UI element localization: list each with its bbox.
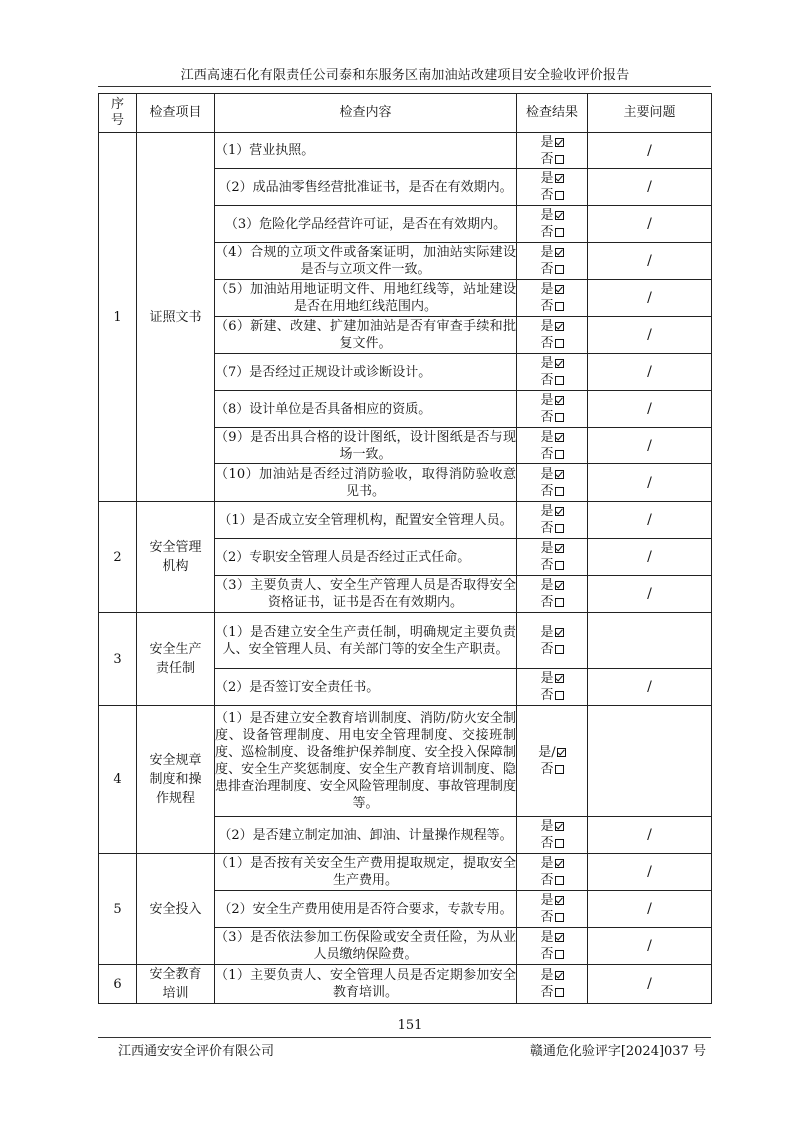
check-content: （1）是否按有关安全生产费用提取规定，提取安全生产费用。 bbox=[215, 854, 517, 891]
main-issue: / bbox=[588, 576, 712, 613]
check-result bbox=[517, 428, 588, 464]
row-seq-number: 6 bbox=[99, 965, 137, 1004]
empty-checkbox-icon bbox=[555, 413, 564, 422]
row-seq-number: 1 bbox=[99, 133, 137, 502]
safety-check-table bbox=[98, 93, 712, 1004]
check-result bbox=[517, 169, 588, 206]
result-yes-label: 是 bbox=[540, 208, 554, 223]
checked-checkbox-icon bbox=[555, 822, 564, 831]
main-issue: / bbox=[588, 317, 712, 354]
table-row bbox=[99, 854, 712, 891]
check-content: （2）安全生产费用使用是否符合要求，专款专用。 bbox=[215, 891, 517, 928]
empty-checkbox-icon bbox=[555, 487, 564, 496]
empty-checkbox-icon bbox=[555, 598, 564, 607]
empty-checkbox-icon bbox=[555, 376, 564, 385]
empty-checkbox-icon bbox=[555, 765, 564, 774]
check-result bbox=[517, 391, 588, 428]
main-issue: / bbox=[588, 928, 712, 965]
checked-checkbox-icon bbox=[555, 581, 564, 590]
main-issue bbox=[588, 613, 712, 669]
check-item-name: 证照文书 bbox=[137, 133, 215, 502]
empty-checkbox-icon bbox=[555, 876, 564, 885]
check-content: （5）加油站用地证明文件、用地红线等，站址建设是否在用地红线范围内。 bbox=[215, 280, 517, 317]
col-header-seq: 序号 bbox=[99, 94, 137, 133]
check-content: （7）是否经过正规设计或诊断设计。 bbox=[215, 354, 517, 391]
check-content: （10）加油站是否经过消防验收，取得消防验收意见书。 bbox=[215, 464, 517, 502]
empty-checkbox-icon bbox=[555, 302, 564, 311]
col-header-result: 检查结果 bbox=[517, 94, 588, 133]
result-yes-label: 是 bbox=[540, 504, 554, 519]
result-no-label: 否 bbox=[540, 595, 554, 610]
check-content: （3）主要负责人、安全生产管理人员是否取得安全资格证书，证书是否在有效期内。 bbox=[215, 576, 517, 613]
check-result bbox=[517, 354, 588, 391]
checked-checkbox-icon bbox=[555, 933, 564, 942]
main-issue: / bbox=[588, 428, 712, 464]
check-item-name: 安全规章制度和操作规程 bbox=[137, 706, 215, 854]
report-header-title: 江西高速石化有限责任公司泰和东服务区南加油站改建项目安全验收评价报告 bbox=[180, 68, 630, 83]
result-no-label: 否 bbox=[540, 688, 554, 703]
result-no-label: 否 bbox=[540, 188, 554, 203]
check-content: （1）主要负责人、安全管理人员是否定期参加安全教育培训。 bbox=[215, 965, 517, 1004]
check-content: （1）营业执照。 bbox=[215, 133, 517, 169]
footer-doc-number: 赣通危化验评字[2024]037 号 bbox=[529, 1044, 706, 1059]
checked-checkbox-icon bbox=[555, 396, 564, 405]
table-row bbox=[99, 133, 712, 169]
main-issue: / bbox=[588, 817, 712, 854]
result-no-label: 否 bbox=[540, 762, 554, 777]
check-result bbox=[517, 539, 588, 576]
result-no-label: 否 bbox=[540, 336, 554, 351]
empty-checkbox-icon bbox=[555, 561, 564, 570]
checked-checkbox-icon bbox=[557, 748, 566, 757]
result-yes-label: 是 bbox=[540, 466, 554, 482]
main-issue: / bbox=[588, 669, 712, 706]
result-yes-label: 是 bbox=[540, 541, 554, 556]
check-content: （2）是否建立制定加油、卸油、计量操作规程等。 bbox=[215, 817, 517, 854]
checked-checkbox-icon bbox=[555, 359, 564, 368]
footer-company: 江西通安安全评价有限公司 bbox=[118, 1044, 275, 1059]
row-seq-number: 4 bbox=[99, 706, 137, 854]
check-content: （1）是否成立安全管理机构，配置安全管理人员。 bbox=[215, 502, 517, 539]
result-no-label: 否 bbox=[540, 446, 554, 462]
check-result bbox=[517, 669, 588, 706]
result-yes-label: 是 bbox=[540, 245, 554, 260]
empty-checkbox-icon bbox=[555, 524, 564, 533]
empty-checkbox-icon bbox=[555, 155, 564, 164]
result-no-label: 否 bbox=[540, 873, 554, 888]
check-result bbox=[517, 133, 588, 169]
checked-checkbox-icon bbox=[555, 507, 564, 516]
result-yes-label: 是 bbox=[540, 134, 554, 150]
main-issue bbox=[588, 706, 712, 817]
result-yes-label: 是 bbox=[540, 393, 554, 408]
checked-checkbox-icon bbox=[555, 544, 564, 553]
checked-checkbox-icon bbox=[555, 433, 564, 442]
result-no-label: 否 bbox=[540, 483, 554, 499]
table-row bbox=[99, 613, 712, 669]
check-content: （2）是否签订安全责任书。 bbox=[215, 669, 517, 706]
check-result bbox=[517, 280, 588, 317]
empty-checkbox-icon bbox=[555, 339, 564, 348]
main-issue: / bbox=[588, 206, 712, 243]
main-issue: / bbox=[588, 243, 712, 280]
empty-checkbox-icon bbox=[555, 950, 564, 959]
result-no-label: 否 bbox=[540, 836, 554, 851]
result-yes-label: 是/ bbox=[538, 745, 556, 760]
check-content: （8）设计单位是否具备相应的资质。 bbox=[215, 391, 517, 428]
check-item-name: 安全投入 bbox=[137, 854, 215, 965]
check-result bbox=[517, 706, 588, 817]
empty-checkbox-icon bbox=[555, 839, 564, 848]
checked-checkbox-icon bbox=[555, 211, 564, 220]
footer-divider bbox=[98, 1037, 711, 1038]
main-issue: / bbox=[588, 280, 712, 317]
table-row bbox=[99, 502, 712, 539]
checked-checkbox-icon bbox=[555, 285, 564, 294]
check-result bbox=[517, 613, 588, 669]
check-content: （6）新建、改建、扩建加油站是否有审查手续和批复文件。 bbox=[215, 317, 517, 354]
result-no-label: 否 bbox=[540, 558, 554, 573]
check-content: （2）专职安全管理人员是否经过正式任命。 bbox=[215, 539, 517, 576]
table-header-row bbox=[99, 94, 712, 133]
row-seq-number: 3 bbox=[99, 613, 137, 706]
main-issue: / bbox=[588, 464, 712, 502]
result-yes-label: 是 bbox=[540, 319, 554, 334]
main-issue: / bbox=[588, 354, 712, 391]
table-row bbox=[99, 965, 712, 1004]
result-yes-label: 是 bbox=[540, 819, 554, 834]
check-result bbox=[517, 206, 588, 243]
checked-checkbox-icon bbox=[555, 174, 564, 183]
check-result bbox=[517, 891, 588, 928]
main-issue: / bbox=[588, 891, 712, 928]
result-no-label: 否 bbox=[540, 947, 554, 962]
result-no-label: 否 bbox=[540, 299, 554, 314]
result-no-label: 否 bbox=[540, 521, 554, 536]
checked-checkbox-icon bbox=[555, 138, 564, 147]
checked-checkbox-icon bbox=[555, 322, 564, 331]
result-no-label: 否 bbox=[540, 410, 554, 425]
checked-checkbox-icon bbox=[555, 248, 564, 257]
page-number: 151 bbox=[397, 1018, 423, 1033]
check-content: （1）是否建立安全教育培训制度、消防/防火安全制度、设备管理制度、用电安全管理制度、交接班制度、巡检制度、设备维护保养制度、安全投入保障制度、安全生产奖惩制度、安全生产教育培训制度、隐患排查治理制度、安全风险管理制度、事故管理制度等。 bbox=[215, 706, 517, 817]
check-result bbox=[517, 464, 588, 502]
result-yes-label: 是 bbox=[540, 893, 554, 908]
check-item-name: 安全教育培训 bbox=[137, 965, 215, 1004]
empty-checkbox-icon bbox=[555, 988, 564, 997]
col-header-content: 检查内容 bbox=[215, 94, 517, 133]
check-result bbox=[517, 965, 588, 1004]
check-result bbox=[517, 243, 588, 280]
empty-checkbox-icon bbox=[555, 265, 564, 274]
col-header-issue: 主要问题 bbox=[588, 94, 712, 133]
checked-checkbox-icon bbox=[555, 971, 564, 980]
empty-checkbox-icon bbox=[555, 645, 564, 654]
result-no-label: 否 bbox=[540, 373, 554, 388]
empty-checkbox-icon bbox=[555, 913, 564, 922]
result-yes-label: 是 bbox=[540, 429, 554, 445]
row-seq-number: 2 bbox=[99, 502, 137, 613]
empty-checkbox-icon bbox=[555, 691, 564, 700]
col-header-item: 检查项目 bbox=[137, 94, 215, 133]
result-no-label: 否 bbox=[540, 910, 554, 925]
result-yes-label: 是 bbox=[540, 968, 554, 983]
checked-checkbox-icon bbox=[555, 470, 564, 479]
result-yes-label: 是 bbox=[540, 356, 554, 371]
checked-checkbox-icon bbox=[555, 896, 564, 905]
row-seq-number: 5 bbox=[99, 854, 137, 965]
check-item-name: 安全管理机构 bbox=[137, 502, 215, 613]
result-yes-label: 是 bbox=[540, 282, 554, 297]
check-result bbox=[517, 928, 588, 965]
checked-checkbox-icon bbox=[555, 859, 564, 868]
check-content: （1）是否建立安全生产责任制，明确规定主要负责人、安全管理人员、有关部门等的安全生产职责。 bbox=[215, 613, 517, 669]
main-issue: / bbox=[588, 539, 712, 576]
check-content: （2）成品油零售经营批准证书，是否在有效期内。 bbox=[215, 169, 517, 206]
header-divider bbox=[98, 86, 711, 87]
result-yes-label: 是 bbox=[540, 171, 554, 186]
check-content: （3）危险化学品经营许可证，是否在有效期内。 bbox=[215, 206, 517, 243]
result-yes-label: 是 bbox=[540, 624, 554, 640]
result-no-label: 否 bbox=[540, 262, 554, 277]
table-row bbox=[99, 706, 712, 817]
check-content: （4）合规的立项文件或备案证明，加油站实际建设是否与立项文件一致。 bbox=[215, 243, 517, 280]
main-issue: / bbox=[588, 169, 712, 206]
checked-checkbox-icon bbox=[555, 674, 564, 683]
empty-checkbox-icon bbox=[555, 191, 564, 200]
empty-checkbox-icon bbox=[555, 450, 564, 459]
result-yes-label: 是 bbox=[540, 671, 554, 686]
main-issue: / bbox=[588, 502, 712, 539]
check-result bbox=[517, 317, 588, 354]
result-yes-label: 是 bbox=[540, 856, 554, 871]
check-result bbox=[517, 854, 588, 891]
check-item-name: 安全生产责任制 bbox=[137, 613, 215, 706]
check-result bbox=[517, 576, 588, 613]
main-issue: / bbox=[588, 133, 712, 169]
main-issue: / bbox=[588, 854, 712, 891]
result-yes-label: 是 bbox=[540, 578, 554, 593]
result-no-label: 否 bbox=[540, 985, 554, 1000]
main-issue: / bbox=[588, 965, 712, 1004]
result-no-label: 否 bbox=[540, 641, 554, 657]
check-content: （3）是否依法参加工伤保险或安全责任险，为从业人员缴纳保险费。 bbox=[215, 928, 517, 965]
checked-checkbox-icon bbox=[555, 628, 564, 637]
check-result bbox=[517, 502, 588, 539]
check-result bbox=[517, 817, 588, 854]
empty-checkbox-icon bbox=[555, 228, 564, 237]
check-content: （9）是否出具合格的设计图纸，设计图纸是否与现场一致。 bbox=[215, 429, 516, 462]
result-yes-label: 是 bbox=[540, 930, 554, 945]
result-no-label: 否 bbox=[540, 225, 554, 240]
result-no-label: 否 bbox=[540, 151, 554, 167]
main-issue: / bbox=[588, 391, 712, 428]
